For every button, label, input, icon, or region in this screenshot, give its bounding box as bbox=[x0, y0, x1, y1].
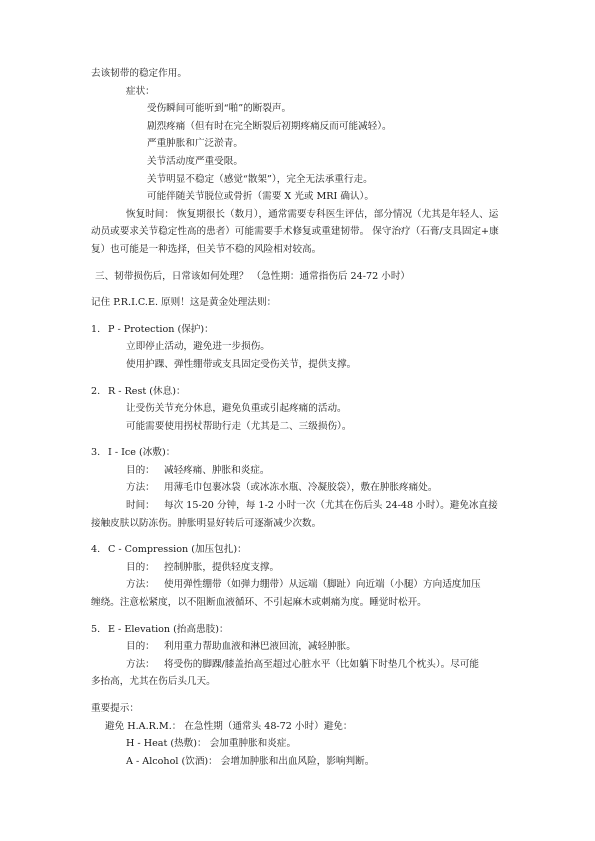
compression-method-continuation: 缠绕。注意松紧度，以不阻断血液循环、不引起麻木或刺痛为度。睡觉时松开。 bbox=[91, 597, 427, 609]
field-value: 将受伤的脚踝/膝盖抬高至超过心脏水平（比如躺下时垫几个枕头）。尽可能 bbox=[164, 658, 480, 670]
tips-heading: 重要提示： bbox=[91, 703, 139, 714]
list-line: 使用护踝、弹性绷带或支具固定受伤关节，提供支撑。 bbox=[126, 358, 357, 370]
list-title: P - Protection (保护)： bbox=[108, 323, 214, 335]
harm-item: A - Alcohol (饮酒)： 会增加肿胀和出血风险，影响判断。 bbox=[126, 755, 375, 767]
symptom-item: 严重肿胀和广泛淤青。 bbox=[147, 138, 243, 150]
price-item-elevation bbox=[0, 621, 595, 639]
price-item-compression bbox=[0, 541, 595, 559]
compression-purpose-line bbox=[0, 559, 595, 577]
price-item-rest bbox=[0, 383, 595, 401]
list-number: 5. bbox=[91, 623, 101, 635]
list-title: E - Elevation (抬高患肢)： bbox=[108, 623, 229, 635]
ice-time-continuation: 接触皮肤以防冻伤。肿胀明显好转后可逐渐减少次数。 bbox=[91, 517, 322, 529]
section-3-title: 三、韧带损伤后，日常该如何处理？ （急性期：通常指伤后 24-72 小时） bbox=[95, 270, 411, 282]
list-line: 立即停止活动，避免进一步损伤。 bbox=[126, 341, 270, 353]
field-label: 方法： bbox=[126, 579, 155, 591]
symptom-item: 关节明显不稳定（感觉“散架”），完全无法承重行走。 bbox=[147, 173, 373, 185]
list-number: 2. bbox=[91, 385, 101, 397]
price-item-ice bbox=[0, 444, 595, 462]
intro-tail-text: 去该韧带的稳定作用。 bbox=[91, 68, 187, 79]
list-line: 可能需要使用拐杖帮助行走（尤其是二、三级损伤）。 bbox=[126, 420, 352, 432]
field-value: 控制肿胀，提供轻度支撑。 bbox=[164, 561, 280, 573]
field-label: 目的： bbox=[126, 561, 155, 573]
harm-item: H - Heat (热敷)： 会加重肿胀和炎症。 bbox=[126, 738, 297, 750]
price-intro: 记住 P.R.I.C.E. 原则！这是黄金处理法则： bbox=[91, 297, 277, 309]
ice-time-line bbox=[0, 497, 595, 515]
symptom-item: 可能伴随关节脱位或骨折（需要 X 光或 MRI 确认）。 bbox=[147, 191, 374, 203]
field-label: 方法： bbox=[126, 482, 155, 494]
elevation-method-continuation: 多抬高，尤其在伤后头几天。 bbox=[91, 676, 216, 688]
field-label: 目的： bbox=[126, 641, 155, 653]
field-value: 利用重力帮助血液和淋巴液回流，减轻肿胀。 bbox=[164, 641, 356, 653]
list-number: 4. bbox=[91, 544, 101, 556]
list-title: R - Rest (休息)： bbox=[108, 385, 186, 397]
field-value: 减轻疼痛、肿胀和炎症。 bbox=[164, 464, 270, 476]
field-label: 目的： bbox=[126, 464, 155, 476]
list-title: C - Compression (加压包扎)： bbox=[108, 544, 247, 556]
list-title: I - Ice (冰敷)： bbox=[108, 447, 176, 459]
symptom-item: 受伤瞬间可能听到“啪”的断裂声。 bbox=[147, 103, 292, 115]
elevation-method-line bbox=[0, 656, 595, 674]
ice-purpose-line bbox=[0, 462, 595, 480]
field-value: 使用弹性绷带（如弹力绷带）从远端（脚趾）向近端（小腿）方向适度加压 bbox=[164, 579, 481, 591]
field-value: 用薄毛巾包裹冰袋（或冰冻水瓶、冷凝胶袋），敷在肿胀疼痛处。 bbox=[164, 482, 438, 494]
ice-method-line bbox=[0, 479, 595, 497]
field-label: 时间： bbox=[126, 500, 155, 512]
list-line: 让受伤关节充分休息，避免负重或引起疼痛的活动。 bbox=[126, 403, 347, 415]
harm-intro: 避免 H.A.R.M.： 在急性期（通常头 48-72 小时）避免： bbox=[105, 720, 353, 732]
symptoms-heading: 症状： bbox=[126, 85, 155, 97]
recovery-paragraph: 恢复时间： 恢复期很长（数月），通常需要专科医生评估，部分情况（尤其是年轻人、运动员或要求关节稳定性高的患者）可能需要手术修复或重建韧带。 保守治疗（石膏/支具固定+康复）也可能是一种选择，但关节不稳的风险相对较高。 bbox=[91, 208, 499, 255]
compression-method-line bbox=[0, 576, 595, 594]
field-label: 方法： bbox=[126, 658, 155, 670]
symptom-item: 剧烈疼痛（但有时在完全断裂后初期疼痛反而可能减轻）。 bbox=[147, 120, 392, 132]
price-item-protection bbox=[0, 321, 595, 339]
symptom-item: 关节活动度严重受限。 bbox=[147, 155, 243, 167]
elevation-purpose-line bbox=[0, 638, 595, 656]
list-number: 3. bbox=[91, 447, 101, 459]
field-value: 每次 15-20 分钟，每 1-2 小时一次（尤其在伤后头 24-48 小时）。避免冰直接 bbox=[164, 500, 498, 512]
list-number: 1. bbox=[91, 323, 101, 335]
